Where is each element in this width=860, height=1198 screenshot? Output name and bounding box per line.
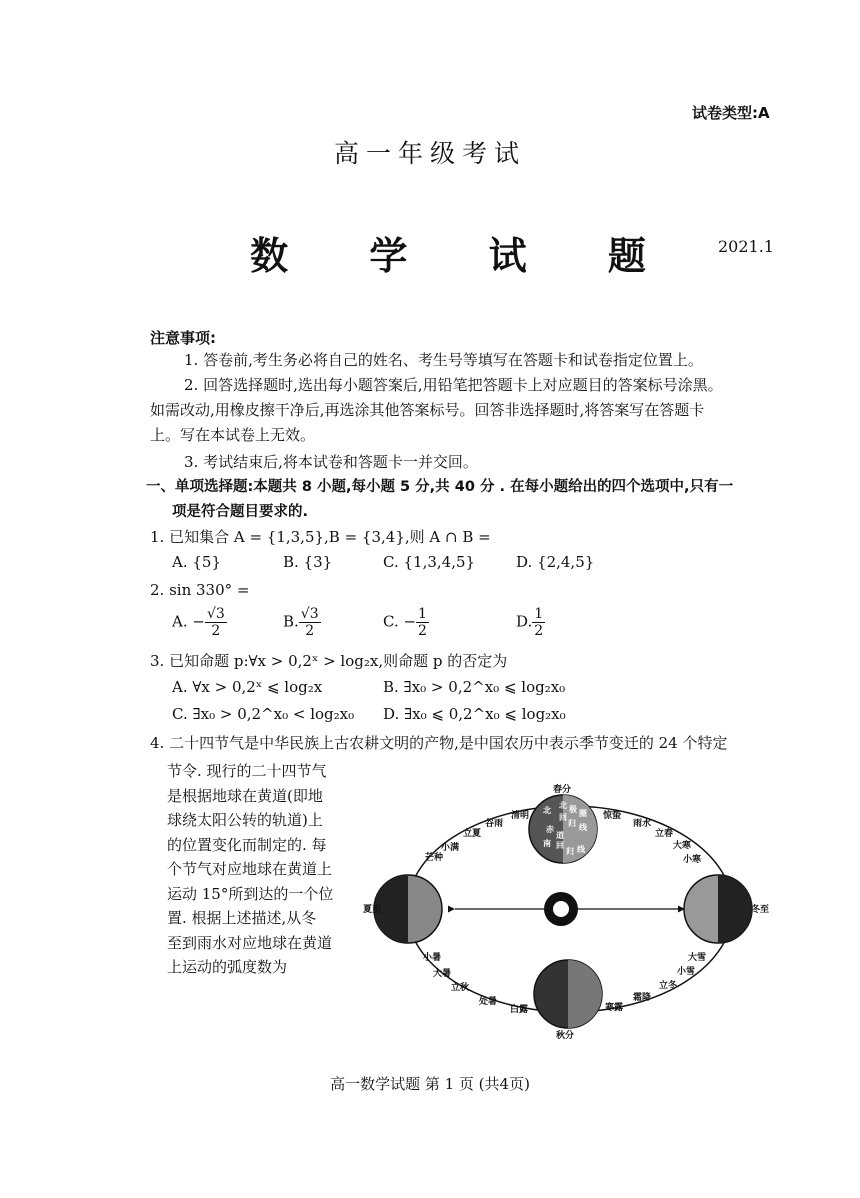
- term-label: 霜降: [633, 993, 652, 1003]
- term-label: 芒种: [425, 853, 444, 863]
- globe-text: 北: [543, 806, 551, 815]
- page-footer: 高一数学试题 第 1 页 (共4页): [330, 1075, 530, 1093]
- q4-side-line: 是根据地球在黄道(即地: [167, 786, 323, 805]
- exam-date: 2021.1: [718, 237, 774, 256]
- term-label: 大雪: [688, 953, 707, 963]
- question-1-stem: 1. 已知集合 A = {1,3,5},B = {3,4},则 A ∩ B =: [150, 528, 491, 546]
- term-label: 秋分: [556, 1031, 575, 1041]
- q4-side-line: 置. 根据上述描述,从冬: [167, 909, 317, 927]
- globe-qiufen: [534, 960, 602, 1028]
- q3-option-d: D. ∃x₀ ⩽ 0,2^x₀ ⩽ log₂x₀: [383, 705, 566, 723]
- question-4-side-text: [167, 759, 333, 980]
- globe-text: 极: [569, 805, 577, 814]
- term-label: 雨水: [633, 819, 652, 829]
- notice-item-3: 3. 考试结束后,将本试卷和答题卡一并交回。: [184, 453, 478, 471]
- section-heading: 一、单项选择题:本题共 8 小题,每小题 5 分,共 40 分 . 在每小题给出的四个选项中,只有一: [146, 479, 734, 495]
- section-heading-cont: 项是符合题目要求的.: [172, 504, 309, 520]
- term-label: 立秋: [451, 983, 470, 993]
- notice-item-2: 2. 回答选择题时,选出每小题答案后,用铅笔把答题卡上对应题目的答案标号涂黑。: [184, 376, 723, 394]
- term-label: 立夏: [463, 829, 482, 839]
- term-label: 处暑: [479, 997, 498, 1007]
- term-label: 立冬: [659, 981, 678, 991]
- term-label: 大暑: [433, 969, 452, 979]
- term-label: 夏至: [363, 905, 382, 915]
- q4-side-line: 上运动的弧度数为: [167, 958, 288, 976]
- term-label: 惊蛰: [603, 811, 622, 821]
- q2-option-d: D. $\frac{1}{2}$: [516, 606, 544, 639]
- question-4-stem: 4. 二十四节气是中华民族上古农耕文明的产物,是中国农历中表示季节变迁的 24 个特定: [150, 734, 728, 752]
- sun: [544, 892, 578, 926]
- globe-text: 回: [559, 813, 567, 822]
- q2-option-c: C. − $\frac{1}{2}$: [383, 606, 427, 639]
- globe-dongzhi: [684, 875, 752, 943]
- q4-side-line: 运动 15°所到达的一个位: [167, 884, 334, 903]
- globe-xiazhi: [374, 875, 442, 943]
- q3-option-c: C. ∃x₀ > 0,2^x₀ < log₂x₀: [172, 705, 355, 723]
- solar-terms-diagram: [363, 778, 783, 1043]
- q1-option-c: C. {1,3,4,5}: [383, 553, 476, 571]
- q4-side-line: 节令. 现行的二十四节气: [167, 762, 327, 780]
- term-label: 春分: [553, 785, 572, 795]
- notice-item-1: 1. 答卷前,考生务必将自己的姓名、考生号等填写在答题卡和试卷指定位置上。: [184, 351, 703, 369]
- globe-text: 南: [543, 839, 551, 848]
- notice-item-2-end: 上。写在本试卷上无效。: [150, 426, 316, 444]
- q1-option-b: B. {3}: [283, 553, 333, 571]
- q2-option-a: A. − $\frac{√3}{2}$: [172, 606, 225, 639]
- term-label: 清明: [511, 811, 530, 821]
- globe-text: 赤: [546, 825, 554, 834]
- q4-side-line: 个节气对应地球在黄道上: [167, 860, 333, 878]
- term-label: 小雪: [677, 967, 696, 977]
- term-label: 大寒: [673, 841, 692, 851]
- term-label: 小寒: [683, 855, 702, 865]
- q3-option-b: B. ∃x₀ > 0,2^x₀ ⩽ log₂x₀: [383, 678, 566, 696]
- globe-text: 线: [579, 823, 587, 832]
- globe-text: 道: [556, 831, 564, 840]
- q2-option-b: B. $\frac{√3}{2}$: [283, 606, 319, 639]
- globe-text: 回: [556, 841, 564, 850]
- term-label: 小暑: [423, 953, 442, 963]
- term-label: 小满: [441, 843, 460, 853]
- question-2-stem: 2. sin 330° =: [150, 581, 250, 599]
- q3-option-a: A. ∀x > 0,2ˣ ⩽ log₂x: [172, 678, 323, 696]
- globe-text: 圈: [579, 809, 587, 818]
- notice-heading: 注意事项:: [150, 329, 216, 347]
- question-3-stem: 3. 已知命题 p:∀x > 0,2ˣ > log₂x,则命题 p 的否定为: [150, 652, 508, 670]
- notice-item-2-cont: 如需改动,用橡皮擦干净后,再选涂其他答案标号。回答非选择题时,将答案写在答题卡: [150, 401, 705, 419]
- q1-option-d: D. {2,4,5}: [516, 553, 595, 571]
- term-label: 冬至: [751, 905, 770, 915]
- q1-option-a: A. {5}: [172, 553, 221, 571]
- paper-type: 试卷类型:A: [692, 104, 770, 122]
- globe-text: 归: [566, 847, 574, 856]
- q4-side-line: 球绕太阳公转的轨道)上: [167, 811, 323, 829]
- q4-side-line: 至到雨水对应地球在黄道: [167, 933, 333, 952]
- term-label: 寒露: [605, 1003, 624, 1013]
- term-label: 谷雨: [485, 819, 504, 829]
- globe-text: 归: [568, 819, 576, 828]
- term-label: 立春: [655, 829, 674, 839]
- globe-text: 线: [577, 845, 585, 854]
- globe-text: 北: [559, 801, 567, 810]
- exam-grade-title: 高一年级考试: [333, 139, 526, 168]
- subject-title: 数 学 试 题: [250, 233, 680, 278]
- q4-side-line: 的位置变化而制定的. 每: [167, 835, 327, 854]
- term-label: 白露: [510, 1005, 529, 1015]
